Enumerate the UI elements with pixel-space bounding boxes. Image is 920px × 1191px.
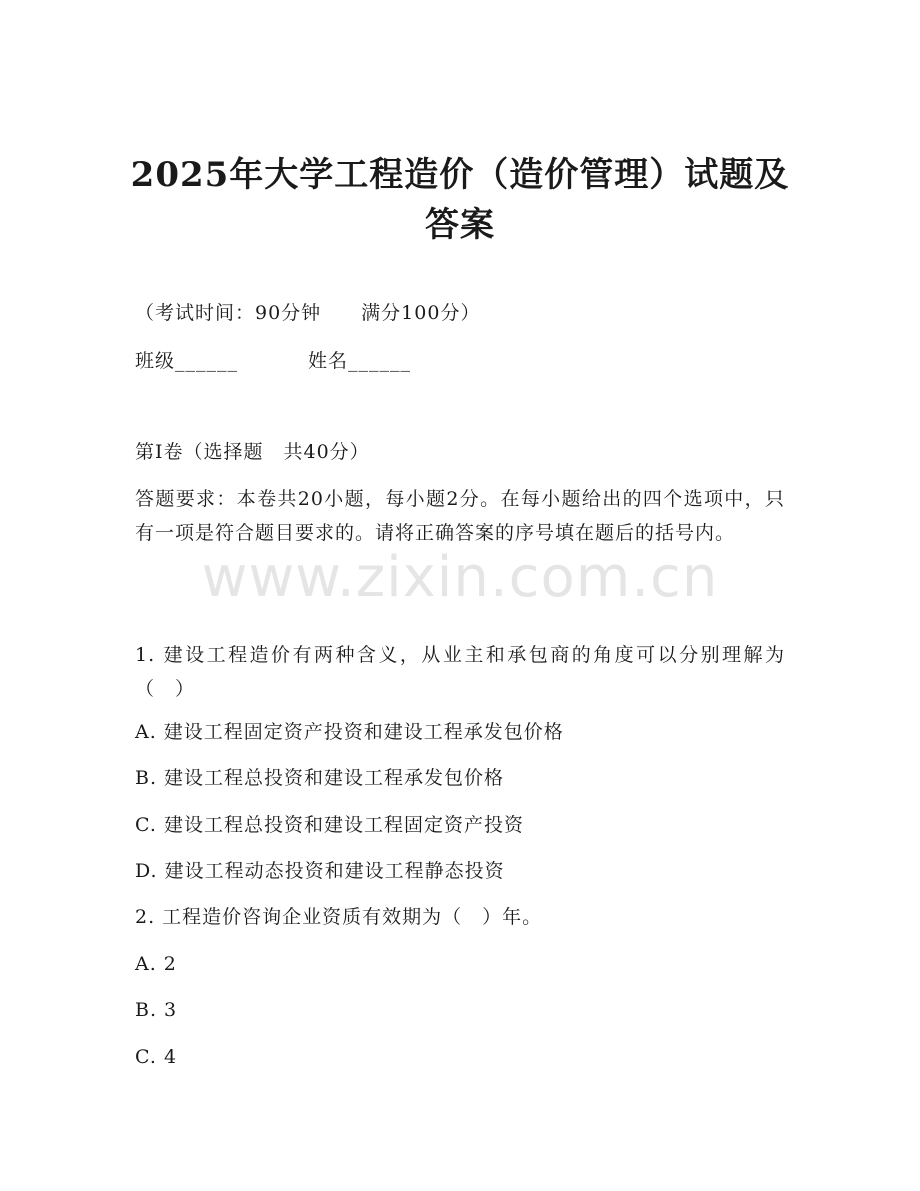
question-2-option-a: A. 2 (135, 953, 177, 975)
question-1-option-b: B. 建设工程总投资和建设工程承发包价格 (135, 767, 505, 789)
name-field: 姓名______ (308, 350, 412, 372)
class-field: 班级______ (135, 350, 239, 372)
question-1-stem: 1. 建设工程造价有两种含义，从业主和承包商的角度可以分别理解为（ ） (135, 644, 785, 700)
student-fields (135, 346, 411, 376)
question-2-option-c: C. 4 (135, 1046, 178, 1068)
watermark: www.zixin.com.cn (201, 545, 719, 610)
question-2-option-b: B. 3 (135, 999, 178, 1021)
question-1-option-d: D. 建设工程动态投资和建设工程静态投资 (135, 860, 505, 882)
instructions: 答题要求：本卷共20小题，每小题2分。在每小题给出的四个选项中，只有一项是符合题目要求的。请将正确答案的序号填在题后的括号内。 (135, 488, 785, 544)
question-1-option-a: A. 建设工程固定资产投资和建设工程承发包价格 (135, 721, 564, 743)
question-1-option-c: C. 建设工程总投资和建设工程固定资产投资 (135, 814, 524, 836)
document-title: 2025年大学工程造价（造价管理）试题及答案 (130, 155, 790, 245)
section-heading: 第I卷（选择题 共40分） (135, 441, 370, 463)
exam-info: （考试时间：90分钟 满分100分） (135, 302, 481, 324)
question-2-stem: 2. 工程造价咨询企业资质有效期为（ ）年。 (135, 906, 543, 928)
